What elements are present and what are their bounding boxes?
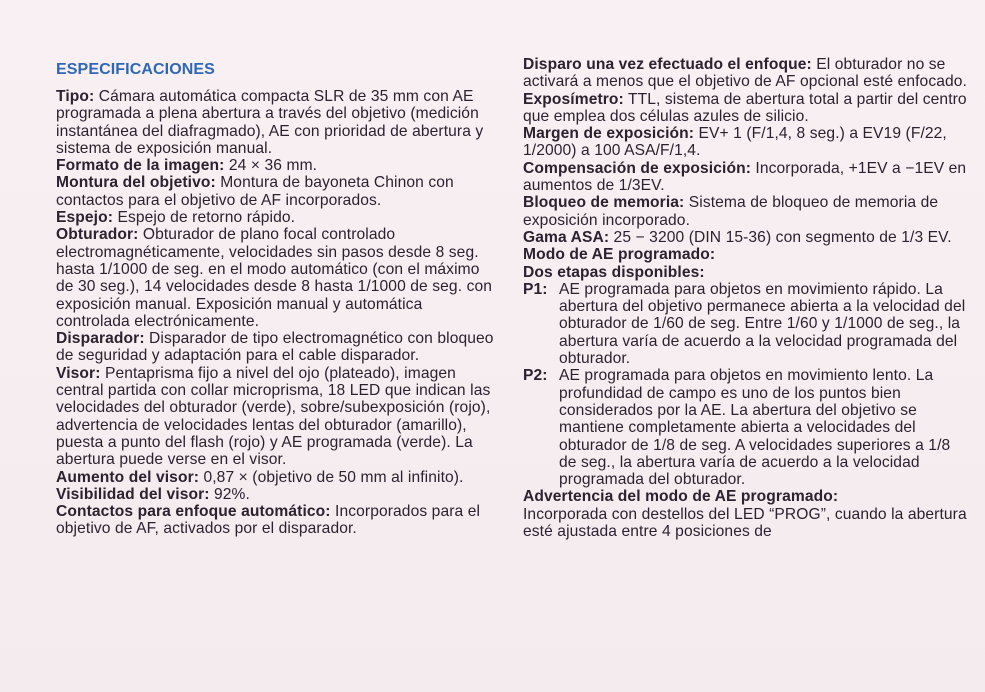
- spec-label: Contactos para enfoque automático:: [56, 503, 331, 521]
- spec-bloqueo: [523, 194, 971, 229]
- spec-label: Disparador:: [56, 330, 145, 348]
- spec-label: Espejo:: [56, 209, 114, 227]
- spec-label: Obturador:: [56, 226, 139, 244]
- etapas-heading: Dos etapas disponibles:: [523, 263, 705, 281]
- spec-espejo: [56, 209, 498, 226]
- spec-disparo: [523, 56, 971, 91]
- spec-label: Visibilidad del visor:: [56, 485, 210, 503]
- modo-heading: Modo de AE programado:: [523, 246, 716, 264]
- spec-label: Exposímetro:: [523, 90, 624, 108]
- spec-disparador: [56, 330, 498, 365]
- p2-key: P2:: [523, 367, 548, 385]
- spec-tipo: [56, 88, 498, 157]
- spec-visor: [56, 365, 498, 469]
- spec-aumento: [56, 469, 498, 486]
- spec-text: Cámara automática compacta SLR de 35 mm con AE programada a plena abertura a través del objetivo (medición instantánea del diafragmado), AE con prioridad de abertura y sistema de exposición manual.: [56, 88, 484, 157]
- spec-obturador: [56, 226, 498, 330]
- p1-text: AE programada para objetos en movimiento rápido. La abertura del objetivo permanece abierta a la velocidad del obturador de 1/60 de seg. Entre 1/60 y 1/1000 de seg., la abertura varía de acuerdo a la velocidad programada del obturador.: [559, 280, 966, 368]
- advertencia-text: Incorporada con destellos del LED “PROG”, cuando la abertura esté ajustada entre 4 posiciones de: [523, 505, 967, 541]
- spec-text: 0,87 × (objetivo de 50 mm al infinito).: [199, 468, 464, 486]
- advertencia-heading: Advertencia del modo de AE programado:: [523, 488, 839, 506]
- spec-label: Montura del objetivo:: [56, 174, 216, 192]
- spec-montura: [56, 174, 498, 209]
- spec-visibilidad: [56, 486, 498, 503]
- spec-text: Disparador de tipo electromagnético con bloqueo de seguridad y adaptación para el cable disparador.: [56, 330, 494, 365]
- page-title: ESPECIFICACIONES: [56, 61, 215, 78]
- spec-label: Tipo:: [56, 88, 95, 105]
- spec-text: Pentaprisma fijo a nivel del ojo (plateado), imagen central partida con collar microprisma, 18 LED que indican las velocidades del obturador (verde), sobre/subexposición (rojo), advertencia de velocidades lentas del obturador (amarillo), puesta a punto del flash (rojo) y AE programada (verde). La abertura puede verse en el visor.: [56, 364, 491, 469]
- program-p2: [523, 367, 971, 488]
- spec-label: Margen de exposición:: [523, 125, 695, 143]
- spec-compensacion: [523, 160, 971, 195]
- spec-text: 24 × 36 mm.: [224, 157, 318, 175]
- spec-text: Incorporados para el objetivo de AF, activados por el disparador.: [56, 503, 481, 538]
- program-p1: [523, 281, 971, 367]
- spec-margen: [523, 125, 971, 160]
- spec-text: EV+ 1 (F/1,4, 8 seg.) a EV19 (F/22, 1/2000) a 100 ASA/F/1,4.: [523, 125, 947, 160]
- spec-label: Formato de la imagen:: [56, 157, 225, 175]
- spec-exposimetro: [523, 91, 971, 126]
- spec-text: Obturador de plano focal controlado electromagnéticamente, velocidades sin pasos desde 8 seg. hasta 1/1000 de seg. en el modo automático (con el máximo de 30 seg.), 14 velocidades desde 8 hasta 1/1000 de seg. con exposición manual. Exposición manual y automática controlada electrónicamente.: [56, 226, 493, 330]
- spec-text: Montura de bayoneta Chinon con contactos para el objetivo de AF incorporados.: [56, 174, 454, 209]
- p1-key: P1:: [523, 280, 548, 298]
- spec-gama-asa: [523, 229, 971, 246]
- spec-label: Disparo una vez efectuado el enfoque:: [523, 56, 812, 73]
- spec-text: 25 − 3200 (DIN 15-36) con segmento de 1/3 EV.: [609, 228, 952, 246]
- spec-label: Visor:: [56, 364, 101, 382]
- spec-text: 92%.: [209, 485, 250, 503]
- spec-label: Bloqueo de memoria:: [523, 194, 685, 212]
- spec-text: TTL, sistema de abertura total a partir del centro que emplea dos células azules de silicio.: [523, 90, 967, 125]
- spec-text: Sistema de bloqueo de memoria de exposición incorporado.: [523, 194, 939, 229]
- spec-contactos: [56, 503, 498, 538]
- spec-label: Gama ASA:: [523, 228, 610, 246]
- spec-label: Compensación de exposición:: [523, 159, 751, 177]
- spec-text: El obturador no se activará a menos que el objetivo de AF opcional esté enfocado.: [523, 56, 967, 91]
- p2-text: AE programada para objetos en movimiento lento. La profundidad de campo es uno de los puntos bien considerados por la AE. La abertura del objetivo se mantiene completamente abierta a velocidades del obturador de 1/8 de seg. A velocidades superiores a 1/8 de seg., la abertura varía de acuerdo a la velocidad programada del obturador.: [559, 367, 951, 489]
- spec-formato: [56, 157, 498, 174]
- spec-text: Incorporada, +1EV a −1EV en aumentos de 1/3EV.: [523, 159, 967, 195]
- spec-text: Espejo de retorno rápido.: [113, 209, 296, 227]
- spec-label: Aumento del visor:: [56, 468, 200, 486]
- right-column: [523, 56, 971, 540]
- left-column: [56, 60, 498, 538]
